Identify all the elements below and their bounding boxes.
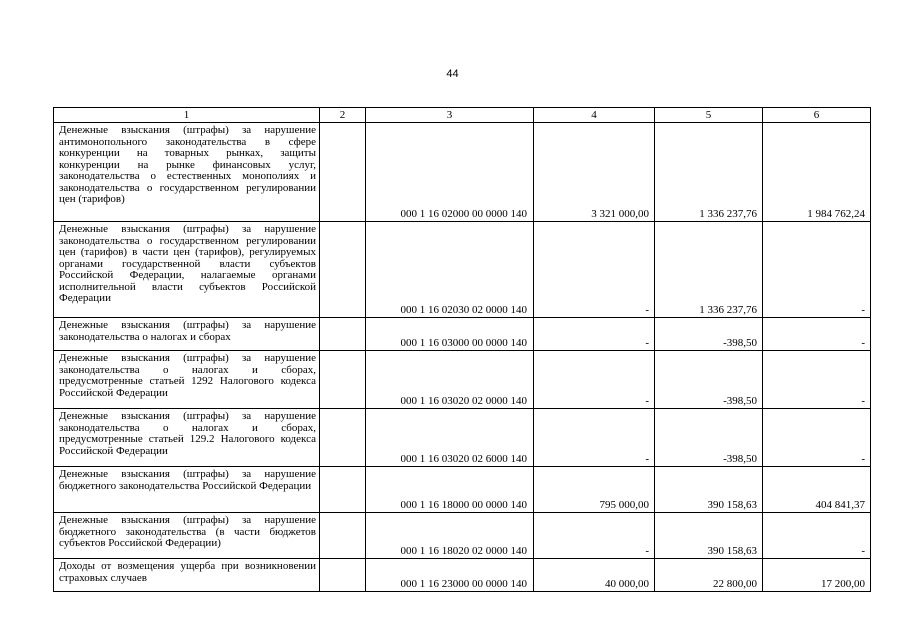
column-header-4: 4	[534, 108, 655, 123]
row-col6-value: -	[763, 222, 871, 318]
row-col2	[320, 513, 366, 559]
table-row	[54, 559, 871, 592]
row-col5-value: 22 800,00	[655, 559, 763, 592]
row-code: 000 1 16 03000 00 0000 140	[366, 318, 534, 351]
row-description: Денежные взыскания (штрафы) за нарушение бюджетного законодательства Российской Федерации	[54, 467, 320, 513]
row-col2	[320, 318, 366, 351]
row-col2	[320, 123, 366, 222]
row-description: Денежные взыскания (штрафы) за нарушение законодательства о налогах и сборах, предусмотренные статьей 129.2 Налогового кодекса Российской Федерации	[54, 409, 320, 467]
row-col2	[320, 467, 366, 513]
row-col4-value: 3 321 000,00	[534, 123, 655, 222]
row-col6-value: -	[763, 351, 871, 409]
row-col4-value: 40 000,00	[534, 559, 655, 592]
row-col4-value: -	[534, 318, 655, 351]
table-row	[54, 351, 871, 409]
row-description: Денежные взыскания (штрафы) за нарушение бюджетного законодательства (в части бюджетов субъектов Российской Федерации)	[54, 513, 320, 559]
row-col4-value: -	[534, 351, 655, 409]
row-col2	[320, 559, 366, 592]
row-col6-value: 1 984 762,24	[763, 123, 871, 222]
row-col5-value: 1 336 237,76	[655, 123, 763, 222]
row-col6-value: 404 841,37	[763, 467, 871, 513]
row-code: 000 1 16 03020 02 6000 140	[366, 409, 534, 467]
row-col2	[320, 409, 366, 467]
row-col2	[320, 351, 366, 409]
row-col2	[320, 222, 366, 318]
page-number: 44	[446, 68, 459, 80]
row-description: Денежные взыскания (штрафы) за нарушение законодательства о налогах и сборах	[54, 318, 320, 351]
row-code: 000 1 16 23000 00 0000 140	[366, 559, 534, 592]
table-row	[54, 513, 871, 559]
row-code: 000 1 16 18000 00 0000 140	[366, 467, 534, 513]
row-col5-value: -398,50	[655, 318, 763, 351]
row-col5-value: 390 158,63	[655, 467, 763, 513]
row-col5-value: 390 158,63	[655, 513, 763, 559]
row-col5-value: -398,50	[655, 409, 763, 467]
row-description: Доходы от возмещения ущерба при возникновении страховых случаев	[54, 559, 320, 592]
row-col4-value: 795 000,00	[534, 467, 655, 513]
column-header-2: 2	[320, 108, 366, 123]
row-code: 000 1 16 02030 02 0000 140	[366, 222, 534, 318]
row-col6-value: 17 200,00	[763, 559, 871, 592]
row-col6-value: -	[763, 513, 871, 559]
row-col5-value: -398,50	[655, 351, 763, 409]
column-header-1: 1	[54, 108, 320, 123]
table-row	[54, 318, 871, 351]
row-col6-value: -	[763, 409, 871, 467]
row-description: Денежные взыскания (штрафы) за нарушение законодательства о государственном регулировании цен (тарифов) в части цен (тарифов), регулируемых органами государственной власти субъектов Российской Федерации, налагаемые органами исполнительной власти субъектов Российской Федерации	[54, 222, 320, 318]
table-row	[54, 123, 871, 222]
table-row	[54, 222, 871, 318]
row-description: Денежные взыскания (штрафы) за нарушение антимонопольного законодательства в сфере конкуренции на товарных рынках, защиты конкуренции на рынке финансовых услуг, законодательства о естественных монополиях и законодательства о государственном регулировании цен (тарифов)	[54, 123, 320, 222]
row-code: 000 1 16 03020 02 0000 140	[366, 351, 534, 409]
column-header-3: 3	[366, 108, 534, 123]
table-row	[54, 409, 871, 467]
revenue-table	[53, 107, 871, 592]
table-row	[54, 467, 871, 513]
column-header-6: 6	[763, 108, 871, 123]
row-code: 000 1 16 02000 00 0000 140	[366, 123, 534, 222]
row-col6-value: -	[763, 318, 871, 351]
row-col4-value: -	[534, 222, 655, 318]
row-code: 000 1 16 18020 02 0000 140	[366, 513, 534, 559]
row-description: Денежные взыскания (штрафы) за нарушение законодательства о налогах и сборах, предусмотренные статьей 1292 Налогового кодекса Российской Федерации	[54, 351, 320, 409]
row-col4-value: -	[534, 513, 655, 559]
header-row	[54, 108, 871, 123]
row-col4-value: -	[534, 409, 655, 467]
row-col5-value: 1 336 237,76	[655, 222, 763, 318]
column-header-5: 5	[655, 108, 763, 123]
